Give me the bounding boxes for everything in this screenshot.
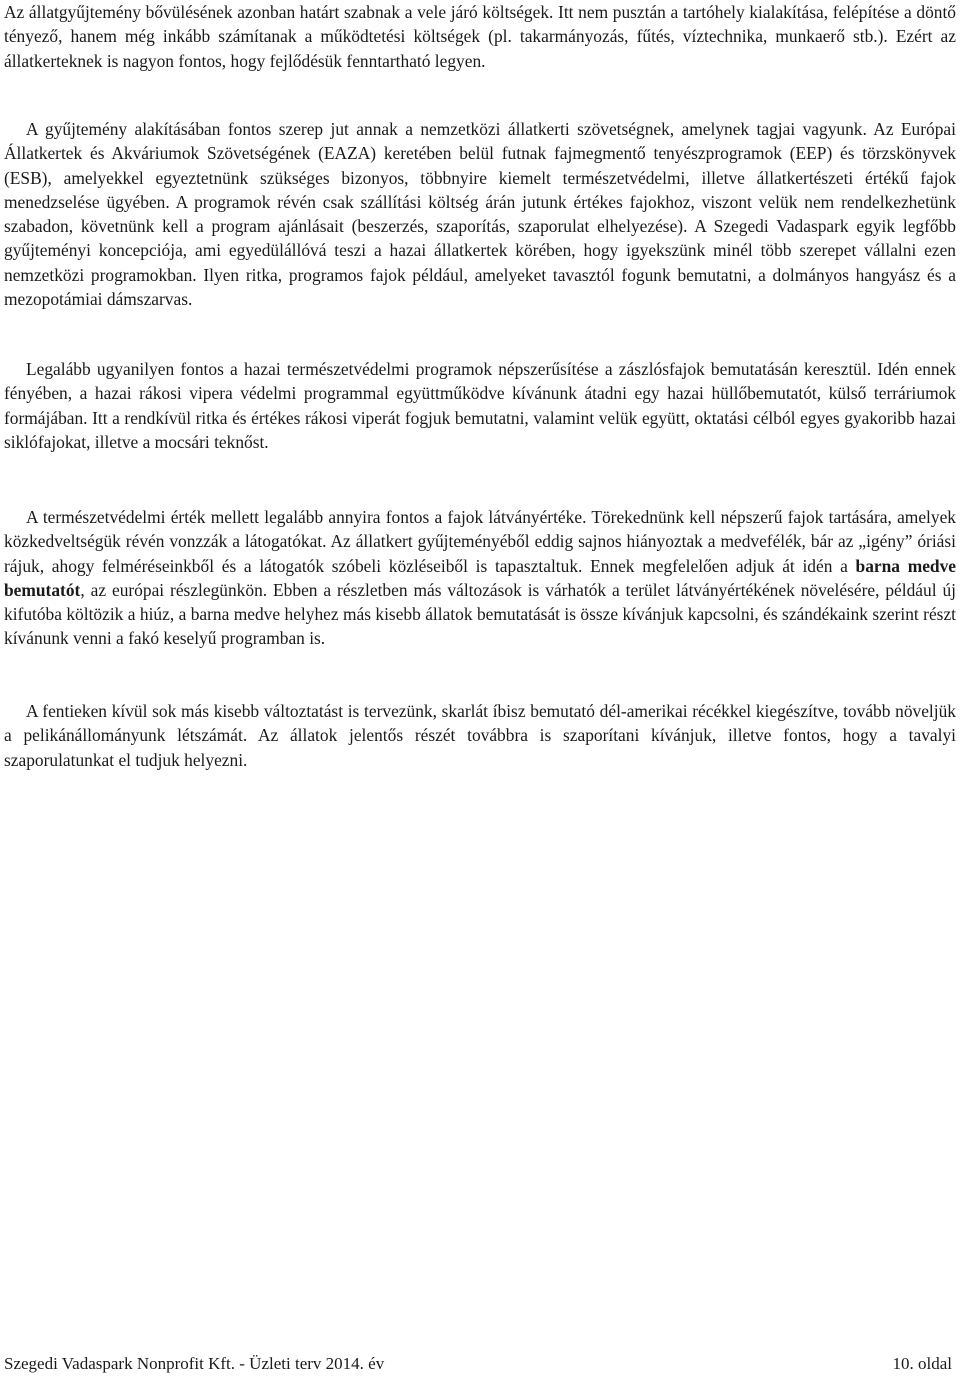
paragraph-attraction-text-end: , az európai részlegünkön. Ebben a részletben más változások is várhatók a terület látványértékének növelésére, például új kifutóba költözik a hiúz, a barna medve helyhez más kisebb állatok bemutatását is össze kívánjuk kapcsolni, és szándékaink szerint részt kívánunk venni a fakó keselyű programban is.: [4, 579, 956, 649]
paragraph-other-changes: [4, 699, 956, 772]
paragraph-species-attraction: [4, 505, 956, 651]
paragraph-eaza-text: A gyűjtemény alakításában fontos szerep jut annak a nemzetközi állatkerti szövetségnek, amelynek tagjai vagyunk. Az Európai Állatkertek és Akváriumok Szövetségének (EAZA) keretében belül futnak fajmegmentő tenyészprogramok (EEP) és törzskönyvek (ESB), amelyekkel egyeztetnünk szükséges bizonyos, többnyire kiemelt természetvédelmi, illetve állatkertészeti értékű fajok menedzselése ügyében. A programok révén csak szállítási költség árán jutunk értékes fajokhoz, viszont velük nem rendelkezhetünk szabadon, követnünk kell a program ajánlásait (beszerzés, szaporítás, szaporulat elhelyezése). A Szegedi Vadaspark egyik legfőbb gyűjteményi koncepciója, ami egyedülállóvá teszi a hazai állatkertek körében, hogy igyekszünk minél több szerepet vállalni ezen nemzetközi programokban. Ilyen ritka, programos fajok például, amelyeket tavasztól fogunk bemutatni, a dolmányos hangyász és a mezopotámiai dámszarvas.: [4, 119, 956, 310]
page-footer: [4, 1353, 952, 1375]
paragraph-conservation-text: Legalább ugyanilyen fontos a hazai természetvédelmi programok népszerűsítése a zászlósfajok bemutatásán keresztül. Idén ennek fényében, a hazai rákosi vipera védelmi programmal együttműködve kívánunk átadni egy hazai hüllőbemutatót, külső terráriumok formájában. Itt a rendkívül ritka és értékes rákosi viperát fogjuk bemutatni, valamint velük együtt, oktatási célból egyes gyakoribb hazai siklófajokat, illetve a mocsári teknőst.: [4, 359, 956, 452]
paragraph-collection-costs: Az állatgyűjtemény bővülésének azonban határt szabnak a vele járó költségek. Itt nem pusztán a tartóhely kialakítása, felépítése a döntő tényező, hanem még inkább számítanak a működtetési költségek (pl. takarmányozás, fűtés, víztechnika, munkaerő stb.). Ezért az állatkerteknek is nagyon fontos, hogy fejlődésük fenntartható legyen.: [4, 2, 956, 71]
paragraph-attraction-text-start: A természetvédelmi érték mellett legalább annyira fontos a fajok látványértéke. Törekednünk kell népszerű fajok tartására, amelyek közkedveltségük révén vonzzák a látogatókat. Az állatkert gyűjteményéből eddig sajnos hiányoztak a medvefélék, bár az „igény” óriási rájuk, ahogy felméréseinkből és a látogatók szóbeli közléseiből is tapasztaltuk. Ennek megfelelően adjuk át idén a: [4, 507, 956, 576]
paragraph-domestic-conservation: [4, 357, 956, 454]
paragraph-eaza-programs: [4, 117, 956, 311]
footer-page-number: 10. oldal: [892, 1354, 952, 1373]
footer-document-title: Szegedi Vadaspark Nonprofit Kft. - Üzleti terv 2014. év: [4, 1354, 385, 1373]
bold-brown-bear-exhibit: barna medve bemutatót: [4, 555, 956, 600]
paragraph-other-changes-text: A fentieken kívül sok más kisebb változtatást is tervezünk, skarlát íbisz bemutató dél-amerikai récékkel kiegészítve, tovább növeljük a pelikánállományunk létszámát. Az állatok jelentős részét továbbra is szaporítani kívánjuk, illetve fontos, hogy a tavalyi szaporulatunkat el tudjuk helyezni.: [4, 701, 956, 770]
